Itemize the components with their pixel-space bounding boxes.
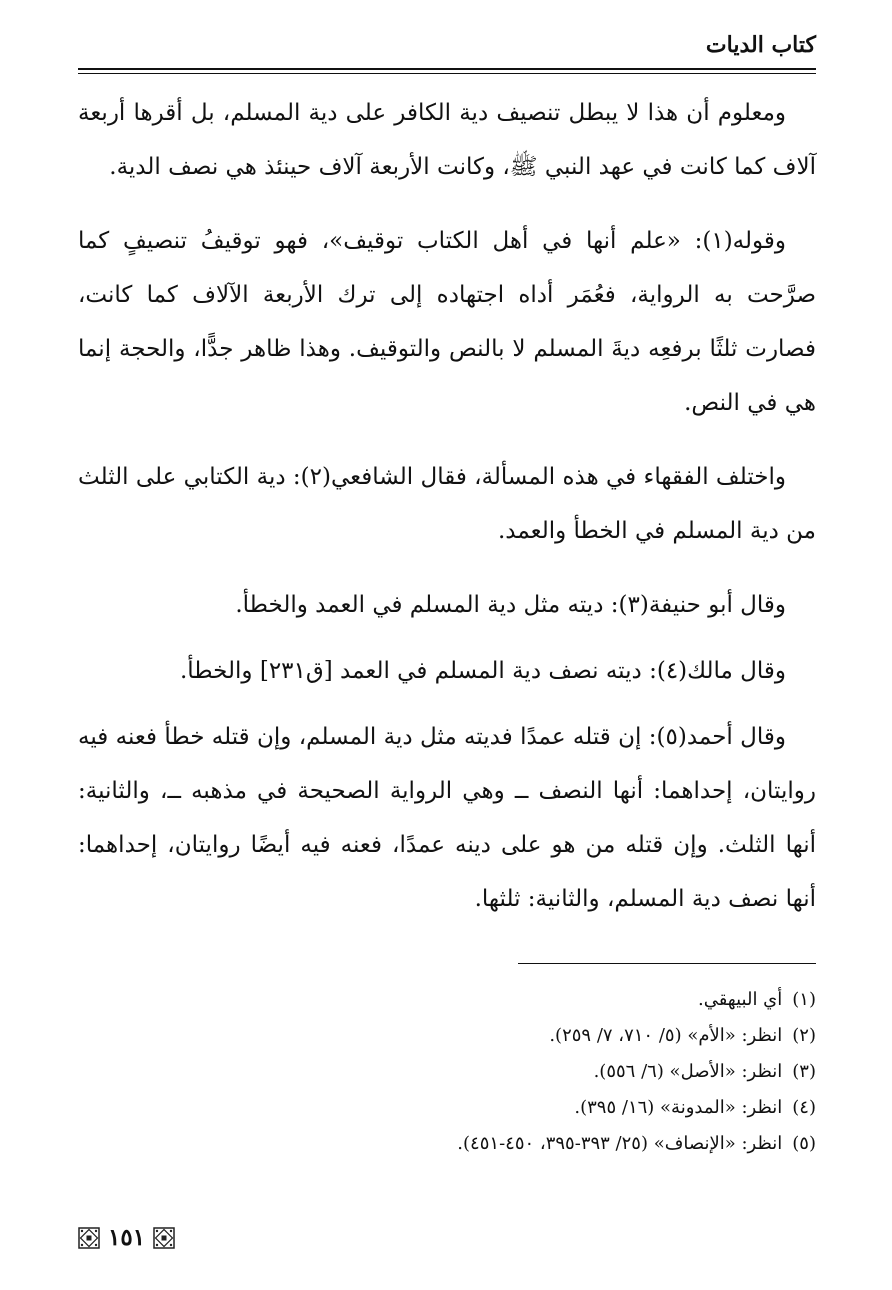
ornament-icon (153, 1227, 175, 1249)
paragraph: وقوله(١): «علم أنها في أهل الكتاب توقيف»، فهو توقيفُ تنصيفٍ كما صرَّحت به الرواية، فعُمَر أداه اجتهاده إلى ترك الأربعة الآلاف كما كانت، فصارت ثلثًا برفعِه ديةَ المسلم لا بالنص والتوقيف. وهذا ظاهر جدًّا، والحجة إنما هي في النص. (78, 228, 816, 416)
footnote-item (78, 1018, 816, 1054)
footnote-number: (٤) (792, 1097, 816, 1118)
footnote-number: (٢) (792, 1025, 816, 1046)
footnote-separator (518, 963, 816, 964)
page-number-area (78, 1226, 175, 1249)
footnote-item (78, 1054, 816, 1090)
running-header-title: كتاب الديات (705, 32, 816, 58)
paragraph: وقال أحمد(٥): إن قتله عمدًا فديته مثل دية المسلم، وإن قتله خطأ فعنه فيه روايتان، إحداهما: أنها النصف ــ وهي الرواية الصحيحة في مذهبه ــ، والثانية: أنها الثلث. وإن قتله من هو على دينه عمدًا، فعنه فيه أيضًا روايتان، إحداهما: أنها نصف دية المسلم، والثانية: ثلثها. (78, 724, 816, 912)
ornament-icon (78, 1227, 100, 1249)
paragraph: وقال مالك(٤): ديته نصف دية المسلم في العمد [ق٢٣١] والخطأ. (179, 658, 786, 684)
footnote-text: انظر: «الأم» (٥/ ٧١٠، ٧/ ٢٥٩). (549, 1025, 783, 1046)
footnote-item (78, 982, 816, 1018)
paragraph: وقال أبو حنيفة(٣): ديته مثل دية المسلم في العمد والخطأ. (235, 592, 786, 618)
footnote-text: انظر: «الأصل» (٦/ ٥٥٦). (593, 1061, 783, 1082)
footnote-text: أي البيهقي. (697, 989, 783, 1010)
footnotes-list (78, 982, 816, 1162)
header-rule (78, 68, 816, 70)
paragraph: واختلف الفقهاء في هذه المسألة، فقال الشافعي(٢): دية الكتابي على الثلث من دية المسلم في الخطأ والعمد. (78, 464, 816, 544)
book-page (78, 0, 816, 1290)
footnote-number: (٣) (792, 1061, 816, 1082)
main-text (78, 86, 816, 946)
footnote-number: (١) (792, 989, 816, 1010)
paragraph: ومعلوم أن هذا لا يبطل تنصيف دية الكافر على دية المسلم، بل أقرها أربعة آلاف كما كانت في عهد النبي ﷺ، وكانت الأربعة آلاف حينئذ هي نصف الدية. (78, 100, 816, 180)
footnote-text: انظر: «المدونة» (١٦/ ٣٩٥). (574, 1097, 783, 1118)
footnote-number: (٥) (792, 1133, 816, 1154)
footnote-item (78, 1090, 816, 1126)
footnote-text: انظر: «الإنصاف» (٢٥/ ٣٩٣-٣٩٥، ٤٥٠-٤٥١). (457, 1133, 783, 1154)
page-number: ١٥١ (108, 1224, 146, 1251)
footnote-item (78, 1126, 816, 1162)
header-rule-thin (78, 73, 816, 74)
